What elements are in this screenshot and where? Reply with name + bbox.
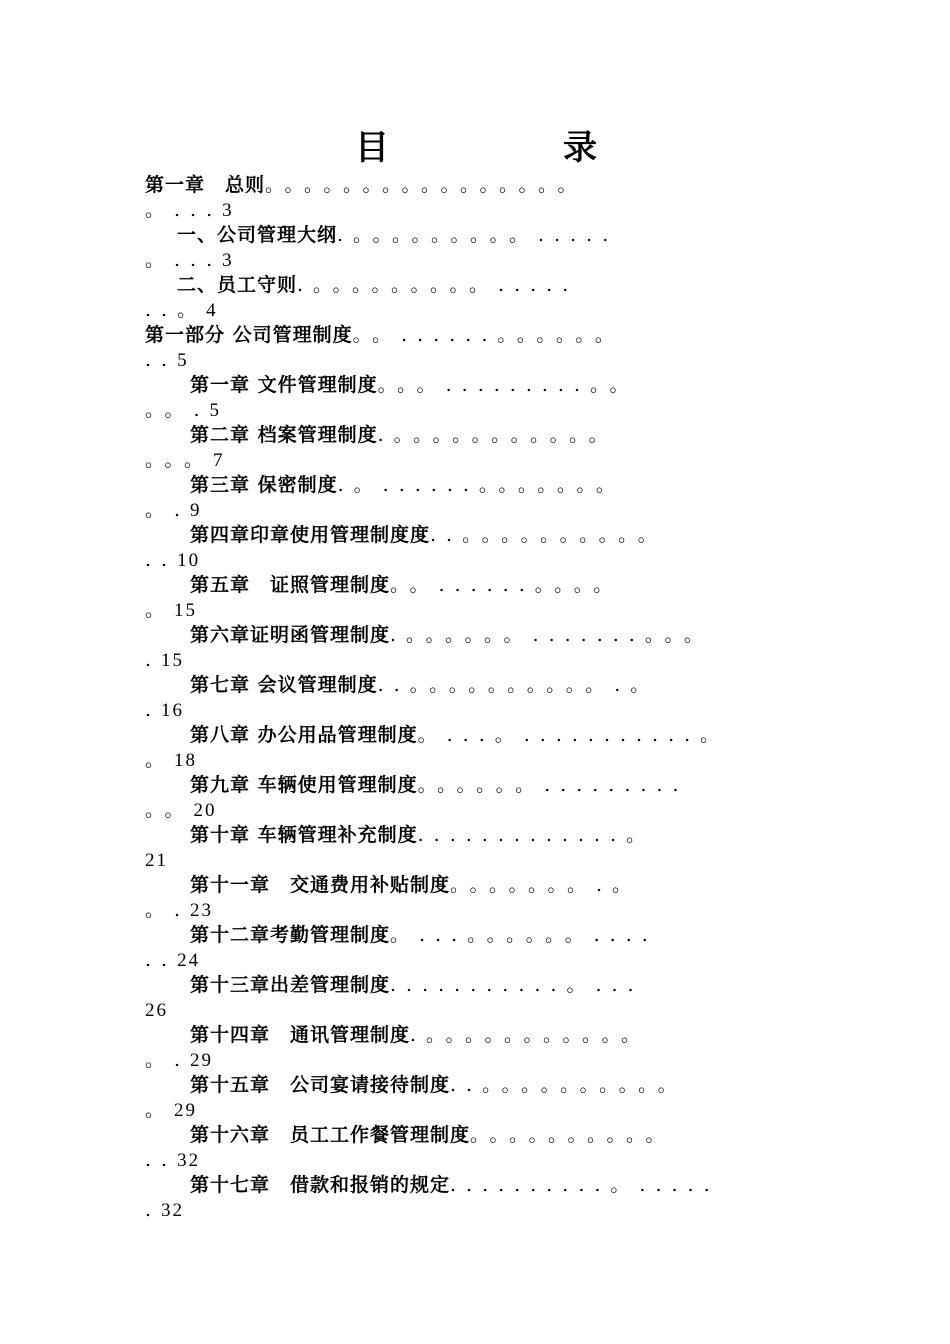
toc-entry[interactable] [145,923,825,973]
toc-entry-line-2 [145,1098,825,1123]
toc-entry-label: 第十二章考勤管理制度 [190,924,391,946]
toc-entry-leader-continued: .. [145,949,178,971]
toc-entry-label: 第三章 保密制度 [190,474,338,496]
toc-entry[interactable] [145,1123,825,1173]
toc-entry-leader: 。。......。。。。 [390,574,623,596]
toc-entry[interactable] [145,1073,825,1123]
toc-entry-leader-continued: ..。 [145,299,207,321]
toc-entry-leader-continued: .. [145,1149,178,1171]
toc-entry[interactable] [145,373,825,423]
toc-entry-leader-continued: . [145,1199,162,1221]
toc-entry-line-2 [145,848,825,873]
toc-entry-page-number: 32 [161,1200,185,1221]
toc-entry-line-1 [145,323,825,348]
toc-entry-line-2 [145,298,825,323]
toc-entry-line-2 [145,448,825,473]
toc-entry[interactable] [145,1023,825,1073]
toc-entry-line-1 [145,273,825,298]
toc-entry-leader-continued: 。. [145,1049,191,1071]
toc-entry-line-2 [145,948,825,973]
toc-entry-line-2 [145,898,825,923]
toc-entry-leader: 。。。。。。......... [417,774,689,796]
toc-entry-page-number: 32 [177,1150,201,1171]
toc-entry[interactable] [145,423,825,473]
toc-entry-leader: .。。。。。。。。。..... [337,224,619,246]
toc-entry-leader-continued: 。 [145,1099,175,1121]
toc-entry[interactable] [145,873,825,923]
toc-entry-line-2 [145,198,825,223]
toc-entry-label: 一、公司管理大纲 [177,224,338,246]
toc-entry-page-number: 16 [161,700,185,721]
toc-entry-line-1 [145,723,825,748]
toc-entry-label: 第一部分 公司管理制度 [145,324,353,346]
toc-entry-line-2 [145,348,825,373]
toc-entry-leader-continued: . [145,699,162,721]
toc-entry[interactable] [145,823,825,873]
toc-entry-label: 二、员工守则 [177,274,298,296]
toc-entry-label: 第九章 车辆使用管理制度 [190,774,418,796]
toc-entry-leader: ..........。..... [450,1174,720,1196]
toc-entry-line-1 [145,473,825,498]
toc-entry-leader: 。...。。。。。。.... [390,924,658,946]
toc-entry-leader: ..。。。。。。。。。。 [450,1074,687,1096]
toc-entry-page-number: 5 [177,350,189,371]
toc-entry-page-number: 24 [177,950,201,971]
toc-entry-line-1 [145,823,825,848]
toc-entry-line-2 [145,1148,825,1173]
toc-entry-line-2 [145,598,825,623]
toc-entry-label: 第八章 办公用品管理制度 [190,724,418,746]
toc-entry-line-2 [145,498,825,523]
toc-entry-leader: 。。。.........。。 [377,374,639,396]
toc-entry-leader: .。......。。。。。。。 [337,474,625,496]
toc-entry[interactable] [145,723,825,773]
toc-entry-label: 第七章 会议管理制度 [190,674,378,696]
toc-entry-page-number: 15 [161,650,185,671]
toc-entry-leader-continued: .. [145,349,178,371]
toc-entry[interactable] [145,223,825,273]
toc-entry[interactable] [145,673,825,723]
toc-entry-leader: 。。。。。。。.。 [450,874,642,896]
toc-entry-leader: ..。。。。。。。。。。.。 [377,674,660,696]
toc-entry-leader-continued: 。. [145,899,191,921]
toc-entry[interactable] [145,273,825,323]
toc-entry[interactable] [145,1173,825,1223]
toc-entry-leader: ..。。。。。。。。。。 [430,524,667,546]
toc-entry-line-1 [145,673,825,698]
toc-title [0,126,950,176]
toc-entry-page-number: 23 [190,900,214,921]
toc-entry-leader-continued: 。。 [145,799,194,821]
toc-entry-leader: 。。......。。。。。。 [352,324,624,346]
toc-entry-page-number: 5 [209,400,222,421]
toc-entry-line-1 [145,223,825,248]
toc-entry-leader-continued: 。... [145,249,223,271]
toc-entry-line-1 [145,1023,825,1048]
toc-entry-page-number: 18 [174,750,198,771]
toc-entry-line-1 [145,973,825,998]
toc-entry-line-2 [145,548,825,573]
toc-entry-label: 第十三章出差管理制度 [190,974,391,996]
toc-entry-leader: 。。。。。。。。。。。。。。。。 [265,174,587,196]
toc-entry-line-2 [145,1048,825,1073]
toc-entry[interactable] [145,973,825,1023]
toc-entry-line-2 [145,1198,825,1223]
toc-entry-page-number: 7 [213,450,225,471]
toc-entry-page-number: 26 [145,1000,168,1021]
toc-entry-line-2 [145,248,825,273]
toc-entry-label: 第十七章 借款和报销的规定 [190,1174,451,1196]
toc-entry-line-2 [145,798,825,823]
toc-entry-line-1 [145,1123,825,1148]
toc-entry-leader-continued: . [145,649,162,671]
toc-entry-line-1 [145,173,825,198]
toc-entry-leader: 。...。...........。 [417,724,730,746]
toc-entry-leader: .............。 [417,824,656,846]
toc-entry[interactable] [145,473,825,523]
toc-entry-line-1 [145,873,825,898]
toc-entry-page-number: 15 [174,600,198,621]
toc-list [145,173,825,1223]
toc-entry-leader-continued: 。。. [145,399,210,421]
toc-entry-line-2 [145,648,825,673]
toc-entry-label: 第十章 车辆管理补充制度 [190,824,418,846]
toc-entry-page-number: 3 [222,200,234,221]
toc-entry-label: 第五章 证照管理制度 [190,574,391,596]
toc-entry-line-1 [145,623,825,648]
toc-entry-line-2 [145,698,825,723]
toc-entry-label: 第二章 档案管理制度 [190,424,378,446]
toc-entry-leader: .。。。。。。。。。。。 [410,1024,651,1046]
toc-entry-page-number: 29 [190,1050,214,1071]
toc-entry-page-number: 9 [190,500,202,521]
toc-entry-leader-continued: 。. [145,499,191,521]
toc-entry[interactable] [145,523,825,573]
toc-title-char-1: 目 [355,128,389,168]
toc-entry-line-1 [145,423,825,448]
toc-entry-leader: 。。。。。。。。。。 [470,1124,675,1146]
toc-entry[interactable] [145,573,825,623]
toc-entry-label: 第一章 文件管理制度 [190,374,378,396]
toc-entry[interactable] [145,623,825,673]
toc-entry-line-1 [145,1073,825,1098]
toc-entry-leader-continued: .. [145,549,178,571]
toc-entry-leader: ...........。... [390,974,644,996]
toc-entry[interactable] [145,773,825,823]
toc-entry-page-number: 29 [174,1100,198,1121]
toc-entry-page-number: 10 [177,550,201,571]
toc-entry-leader: .。。。。。。.......。。。 [390,624,713,646]
toc-title-char-2: 录 [563,128,597,168]
toc-entry-label: 第十一章 交通费用补贴制度 [190,874,451,896]
toc-entry-line-1 [145,523,825,548]
toc-entry-label: 第十五章 公司宴请接待制度 [190,1074,451,1096]
toc-entry-line-2 [145,748,825,773]
toc-entry-label: 第四章印章使用管理制度度 [190,524,431,546]
toc-entry-page-number: 21 [145,850,168,871]
toc-entry-leader-continued: 。... [145,199,223,221]
toc-entry-line-1 [145,373,825,398]
toc-entry-leader-continued: 。 [145,749,175,771]
toc-entry-page-number: 3 [222,250,234,271]
toc-entry-line-1 [145,773,825,798]
toc-entry-line-2 [145,398,825,423]
toc-entry[interactable] [145,173,825,223]
toc-entry-line-1 [145,573,825,598]
toc-entry-label: 第十六章 员工工作餐管理制度 [190,1124,471,1146]
toc-entry-leader: .。。。。。。。。。。。 [377,424,618,446]
toc-entry-line-1 [145,923,825,948]
toc-entry-page-number: 20 [193,800,217,821]
toc-entry-label: 第十四章 通讯管理制度 [190,1024,411,1046]
toc-entry-label: 第一章 总则 [145,174,266,196]
toc-entry-line-2 [145,998,825,1023]
toc-entry-page-number: 4 [206,300,218,321]
toc-entry-line-1 [145,1173,825,1198]
toc-entry-leader-continued: 。。。 [145,449,214,471]
toc-entry-leader-continued: 。 [145,599,175,621]
toc-entry-label: 第六章证明函管理制度 [190,624,391,646]
toc-entry[interactable] [145,323,825,373]
toc-entry-leader: .。。。。。。。。。..... [297,274,579,296]
